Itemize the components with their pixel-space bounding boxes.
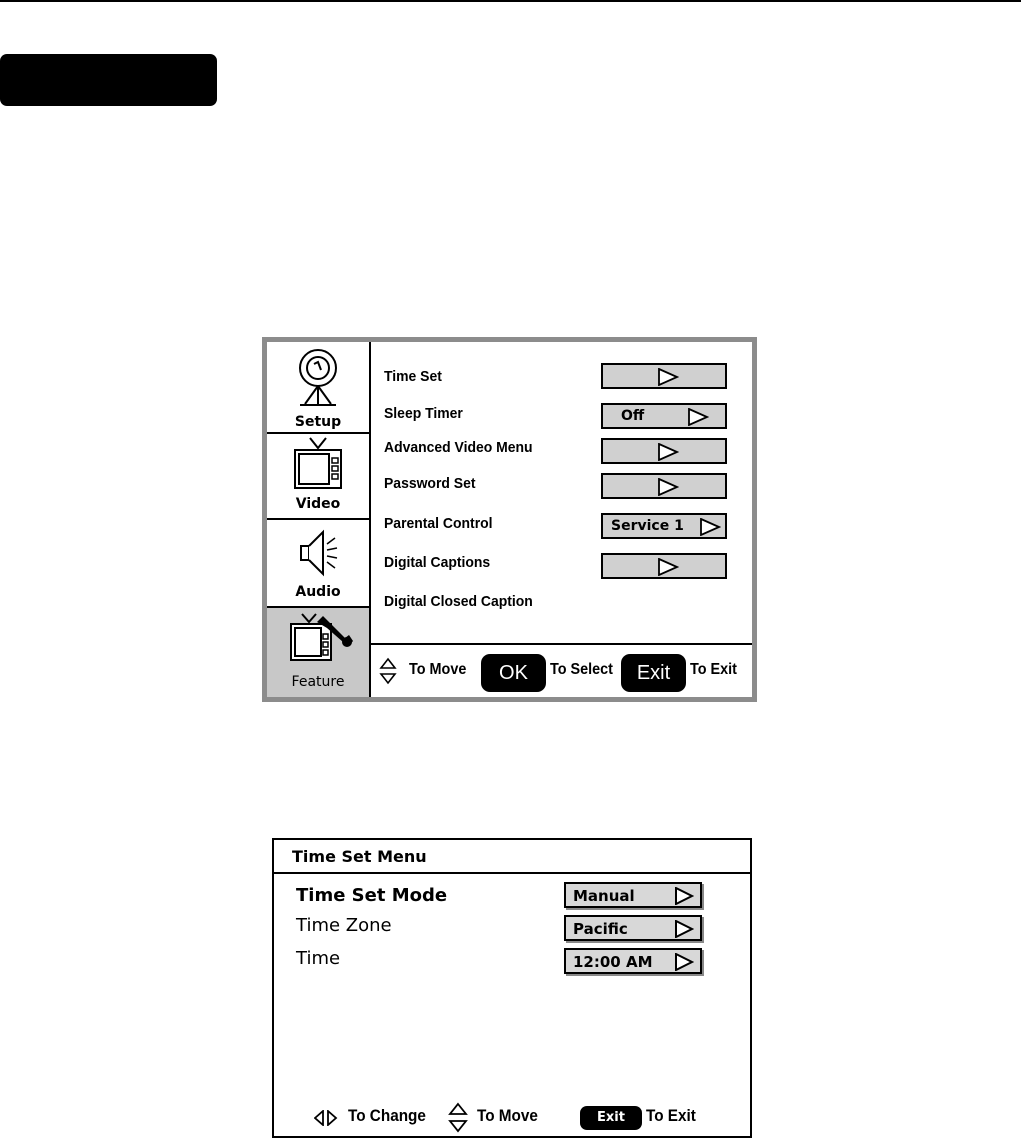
tab-audio[interactable] — [267, 520, 369, 608]
right-arrow-icon — [687, 408, 709, 426]
time-selector[interactable] — [564, 948, 702, 974]
menu-title: Time Set Menu — [292, 847, 427, 866]
menu-item-advanced-video[interactable]: Advanced Video Menu — [384, 439, 533, 456]
menu-item-digital-closed-caption[interactable]: Digital Closed Caption — [384, 593, 533, 610]
tab-feature[interactable] — [267, 608, 369, 697]
right-arrow-icon — [699, 518, 721, 536]
time-set-mode-selector[interactable] — [564, 882, 702, 908]
tv-icon — [267, 434, 369, 496]
up-down-arrow-icon — [448, 1102, 468, 1134]
menu-item-parental-control[interactable]: Parental Control — [384, 515, 493, 532]
satellite-dish-icon — [267, 342, 369, 414]
top-rule — [0, 0, 1021, 2]
right-arrow-icon — [674, 953, 694, 971]
sleep-timer-selector[interactable] — [601, 403, 727, 429]
time-zone-selector[interactable] — [564, 915, 702, 941]
exit-hint: To Exit — [646, 1106, 696, 1125]
menu-item-digital-captions[interactable]: Digital Captions — [384, 554, 491, 571]
advanced-video-button[interactable] — [601, 438, 727, 464]
menu-item-password-set[interactable]: Password Set — [384, 475, 476, 492]
exit-button[interactable]: Exit — [580, 1106, 642, 1130]
exit-button[interactable]: Exit — [621, 654, 686, 692]
speaker-icon — [267, 520, 369, 586]
ok-button[interactable]: OK — [481, 654, 546, 692]
feature-menu — [262, 337, 757, 702]
tab-video[interactable] — [267, 434, 369, 520]
move-hint: To Move — [409, 661, 467, 678]
up-down-arrow-icon — [379, 657, 397, 685]
exit-hint: To Exit — [690, 661, 737, 678]
right-arrow-icon — [657, 558, 679, 576]
digital-captions-button[interactable] — [601, 553, 727, 579]
right-arrow-icon — [657, 443, 679, 461]
right-arrow-icon — [657, 478, 679, 496]
tab-label: Audio — [295, 584, 341, 600]
parental-control-value: Service 1 — [611, 518, 684, 534]
tv-wrench-icon — [267, 608, 369, 674]
password-set-button[interactable] — [601, 473, 727, 499]
move-hint: To Move — [477, 1106, 538, 1125]
menu-item-sleep-timer[interactable]: Sleep Timer — [384, 405, 463, 422]
right-arrow-icon — [657, 368, 679, 386]
tab-setup[interactable] — [267, 342, 369, 434]
section-header-tab — [0, 54, 217, 106]
parental-control-selector[interactable] — [601, 513, 727, 539]
time-set-button[interactable] — [601, 363, 727, 389]
menu-title-bar — [274, 840, 750, 874]
select-hint: To Select — [550, 661, 613, 678]
help-bar — [369, 643, 752, 699]
time-set-menu — [272, 838, 752, 1138]
change-hint: To Change — [348, 1106, 426, 1125]
time-value: 12:00 AM — [573, 953, 653, 971]
menu-item-time-zone[interactable]: Time Zone — [296, 915, 392, 936]
tab-label: Video — [295, 496, 341, 512]
time-zone-value: Pacific — [573, 920, 628, 938]
menu-item-time-set[interactable]: Time Set — [384, 368, 442, 385]
menu-item-time[interactable]: Time — [296, 948, 341, 969]
tab-label: Feature — [291, 674, 345, 690]
menu-tabs — [267, 342, 371, 697]
menu-item-time-set-mode[interactable]: Time Set Mode — [296, 885, 448, 906]
time-set-mode-value: Manual — [573, 887, 635, 905]
right-arrow-icon — [674, 920, 694, 938]
right-arrow-icon — [674, 887, 694, 905]
sleep-timer-value: Off — [621, 408, 645, 424]
left-right-arrow-icon — [314, 1110, 338, 1126]
tab-label: Setup — [294, 414, 342, 430]
